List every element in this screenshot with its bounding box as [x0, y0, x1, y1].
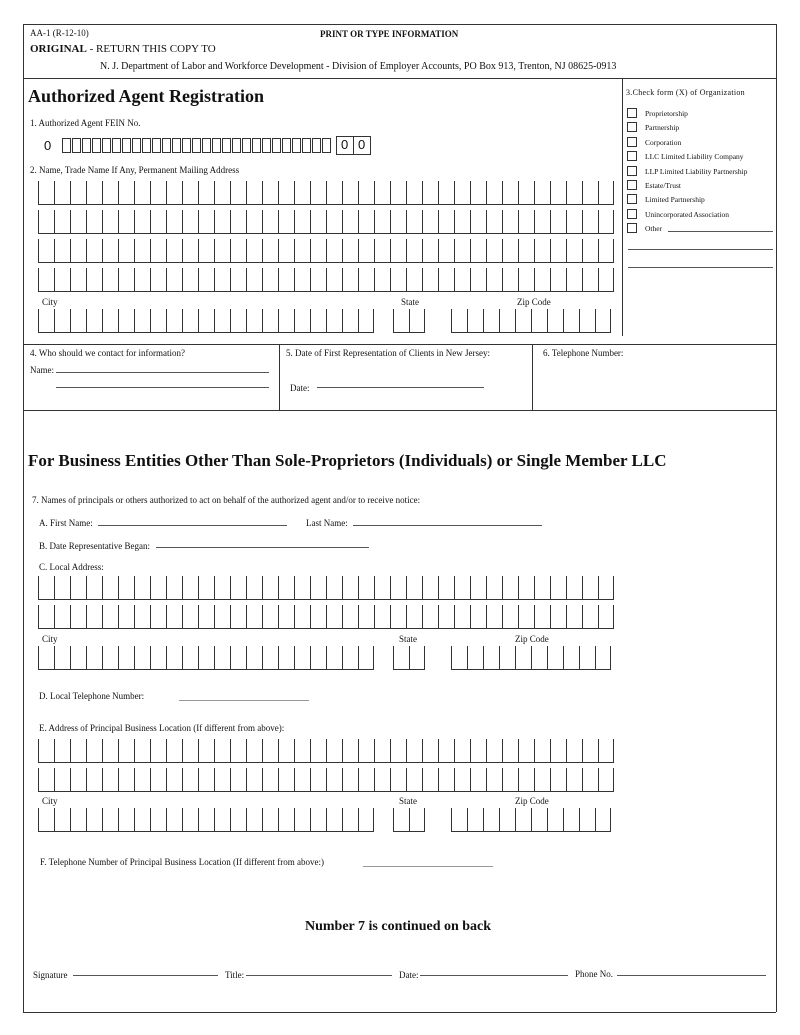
other-input-line-3[interactable] — [628, 267, 773, 268]
date-began-input[interactable] — [156, 547, 369, 548]
signature-input[interactable] — [73, 975, 218, 976]
org-option-llp: LLP Limited Liability Partnership — [645, 167, 748, 176]
fein-prefix-digit: 0 — [44, 138, 52, 153]
name-address-label: 2. Name, Trade Name If Any, Permanent Mailing Address — [30, 165, 240, 175]
last-name-input[interactable] — [353, 525, 542, 526]
page-title: Authorized Agent Registration — [28, 86, 264, 106]
department-address: N. J. Department of Labor and Workforce Development - Division of Employer Accounts, PO Box 913, Trenton, NJ 08625-0913 — [100, 61, 617, 72]
fein-suffix-digit-2: 0 — [358, 137, 366, 152]
org-option-other: Other — [645, 224, 663, 233]
local-address-label: C. Local Address: — [39, 562, 104, 572]
principal-zip-boxes[interactable] — [451, 808, 611, 832]
q7-label: 7. Names of principals or others authorized to act on behalf of the authorized agent and/or to receive notice: — [32, 495, 421, 505]
checkbox-other[interactable] — [627, 223, 637, 233]
sig-date-label: Date: — [399, 970, 419, 980]
fein-suffix-box-1[interactable] — [336, 136, 354, 155]
principal-zip-label: Zip Code — [515, 796, 549, 806]
checkbox-llc[interactable] — [627, 151, 637, 161]
local-city-label: City — [42, 634, 58, 644]
section2-title: For Business Entities Other Than Sole-Proprietors (Individuals) or Single Member LLC — [28, 451, 667, 470]
org-option-llc: LLC Limited Liability Company — [645, 152, 744, 161]
phone-no-input[interactable] — [617, 975, 766, 976]
local-zip-boxes[interactable] — [451, 646, 611, 670]
principal-address-row-1-boxes[interactable] — [38, 739, 614, 763]
local-city-boxes[interactable] — [38, 646, 374, 670]
principal-state-label: State — [399, 796, 417, 806]
address-row-1-boxes[interactable] — [38, 181, 614, 205]
principal-phone-input[interactable] — [363, 866, 493, 867]
principal-address-label: E. Address of Principal Business Location (If different from above): — [39, 723, 285, 733]
header-note: PRINT OR TYPE INFORMATION — [320, 29, 459, 39]
continued-note: Number 7 is continued on back — [305, 919, 492, 934]
original-label: ORIGINAL — [30, 43, 87, 55]
fein-label: 1. Authorized Agent FEIN No. — [30, 118, 141, 128]
principal-address-row-2-boxes[interactable] — [38, 768, 614, 792]
org-heading: 3.Check form (X) of Organization — [626, 88, 745, 97]
city-boxes[interactable] — [38, 309, 374, 333]
contact-name-input[interactable] — [56, 372, 269, 373]
checkbox-estate-trust[interactable] — [627, 180, 637, 190]
org-option-estate-trust: Estate/Trust — [645, 181, 681, 190]
date-began-label: B. Date Representative Began: — [39, 541, 150, 551]
section-divider-1 — [23, 344, 776, 345]
return-copy-text: - RETURN THIS COPY TO — [86, 43, 216, 55]
local-zip-label: Zip Code — [515, 634, 549, 644]
first-rep-label: 5. Date of First Representation of Clients in New Jersey: — [286, 348, 490, 358]
checkbox-corporation[interactable] — [627, 137, 637, 147]
principal-city-label: City — [42, 796, 58, 806]
header-divider — [23, 78, 776, 79]
last-name-label: Last Name: — [306, 518, 348, 528]
address-row-4-boxes[interactable] — [38, 268, 614, 292]
form-border-bottom — [23, 1012, 776, 1013]
zip-boxes[interactable] — [451, 309, 611, 333]
original-line — [30, 43, 216, 55]
contact-name-input-2[interactable] — [56, 387, 269, 388]
fein-suffix-box-2[interactable] — [353, 136, 371, 155]
org-option-proprietorship: Proprietorship — [645, 109, 688, 118]
phone-no-label: Phone No. — [575, 969, 613, 979]
phone-label: 6. Telephone Number: — [543, 348, 624, 358]
first-rep-date-input[interactable] — [317, 387, 484, 388]
fein-suffix-digit-1: 0 — [341, 137, 349, 152]
form-border-right — [776, 24, 777, 1012]
local-state-label: State — [399, 634, 417, 644]
address-row-2-boxes[interactable] — [38, 210, 614, 234]
principal-state-boxes[interactable] — [393, 808, 425, 832]
phone-divider — [532, 344, 533, 410]
section-divider-2 — [23, 410, 776, 411]
form-id: AA-1 (R-12-10) — [30, 28, 89, 38]
checkbox-llp[interactable] — [627, 166, 637, 176]
org-option-limited-partnership: Limited Partnership — [645, 195, 705, 204]
contact-divider — [279, 344, 280, 410]
local-phone-label: D. Local Telephone Number: — [39, 691, 145, 701]
local-address-row-2-boxes[interactable] — [38, 605, 614, 629]
sig-date-input[interactable] — [420, 975, 568, 976]
checkbox-unincorporated[interactable] — [627, 209, 637, 219]
first-name-input[interactable] — [98, 525, 287, 526]
sig-title-label: Title: — [225, 970, 245, 980]
local-state-boxes[interactable] — [393, 646, 425, 670]
principal-city-boxes[interactable] — [38, 808, 374, 832]
checkbox-proprietorship[interactable] — [627, 108, 637, 118]
org-divider — [622, 78, 623, 336]
principal-phone-label: F. Telephone Number of Principal Business Location (If different from above:) — [40, 857, 324, 867]
org-option-partnership: Partnership — [645, 123, 680, 132]
signature-label: Signature — [33, 970, 68, 980]
checkbox-limited-partnership[interactable] — [627, 194, 637, 204]
org-option-corporation: Corporation — [645, 138, 682, 147]
contact-label: 4. Who should we contact for information? — [30, 348, 186, 358]
city-label: City — [42, 297, 58, 307]
other-input-line-2[interactable] — [628, 249, 773, 250]
address-row-3-boxes[interactable] — [38, 239, 614, 263]
org-option-unincorporated: Unincorporated Association — [645, 210, 729, 219]
form-border-top — [23, 24, 776, 25]
first-rep-date-label: Date: — [290, 383, 310, 393]
fein-input-boxes[interactable] — [62, 138, 332, 153]
zip-label: Zip Code — [517, 297, 551, 307]
state-boxes[interactable] — [393, 309, 425, 333]
form-border-left — [23, 24, 24, 1012]
local-address-row-1-boxes[interactable] — [38, 576, 614, 600]
state-label: State — [401, 297, 419, 307]
other-input-line[interactable] — [668, 231, 773, 232]
contact-name-label: Name: — [30, 365, 54, 375]
local-phone-input[interactable] — [179, 700, 309, 701]
sig-title-input[interactable] — [246, 975, 392, 976]
checkbox-partnership[interactable] — [627, 122, 637, 132]
first-name-label: A. First Name: — [39, 518, 93, 528]
